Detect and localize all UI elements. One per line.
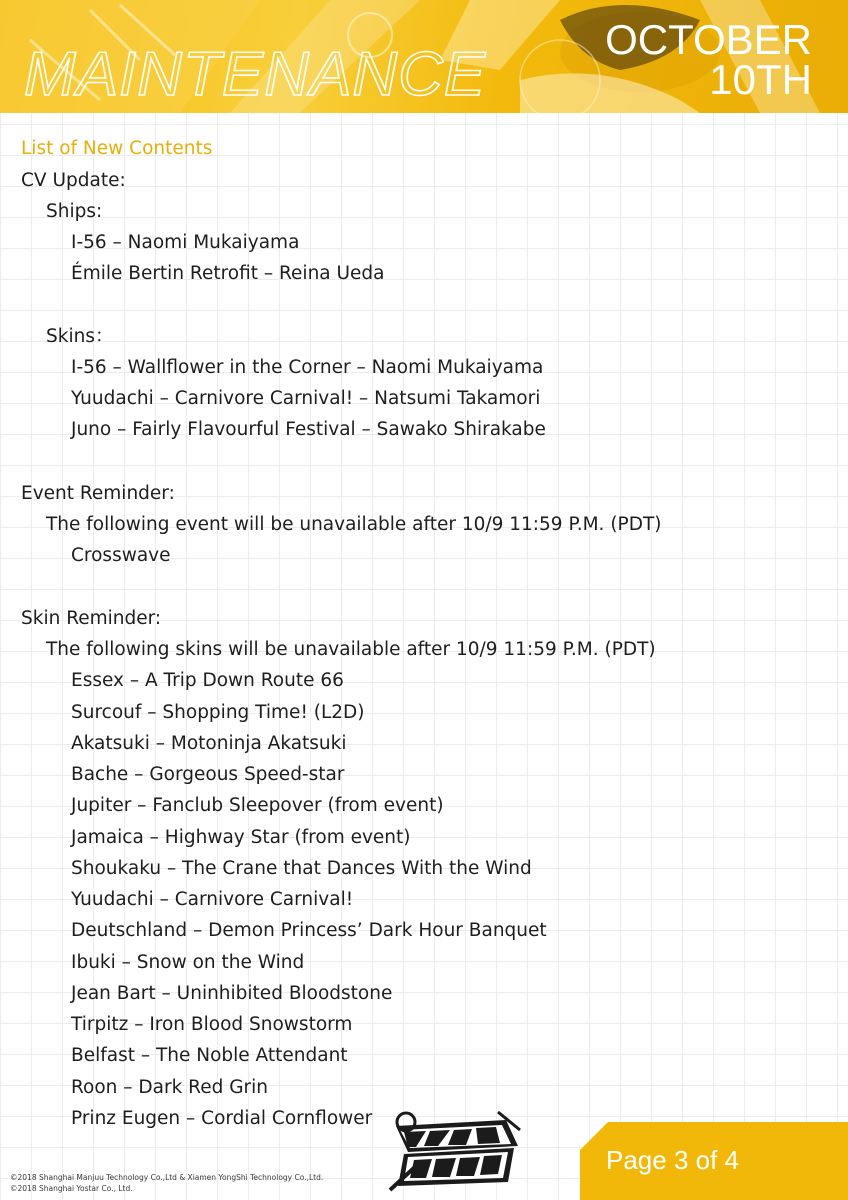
- page-indicator: Page 3 of 4: [606, 1145, 739, 1175]
- reminder-skin-item: Prinz Eugen – Cordial Cornflower: [71, 1108, 373, 1129]
- event-heading: Event Reminder:: [21, 483, 175, 504]
- date-day: 10TH: [709, 56, 812, 103]
- reminder-skin-item: Belfast – The Noble Attendant: [71, 1045, 348, 1066]
- skin-reminder-note: The following skins will be unavailable after 10/9 11:59 P.M. (PDT): [46, 639, 656, 660]
- reminder-skin-item: Yuudachi – Carnivore Carnival!: [71, 889, 354, 910]
- skin-reminder-heading: Skin Reminder:: [21, 608, 162, 629]
- reminder-skin-item: Bache – Gorgeous Speed-star: [71, 764, 345, 785]
- date-month: OCTOBER: [605, 16, 812, 63]
- copyright-line: ©2018 Shanghai Manjuu Technology Co.,Ltd & Xiamen YongShi Technology Co.,Ltd.: [10, 1173, 324, 1182]
- cv-heading: CV Update:: [21, 170, 126, 191]
- header-banner: [0, 0, 848, 113]
- skin-item: Juno – Fairly Flavourful Festival – Sawako Shirakabe: [71, 419, 546, 440]
- reminder-skin-item: Roon – Dark Red Grin: [71, 1077, 269, 1098]
- section-title: List of New Contents: [21, 138, 213, 159]
- ship-item: Émile Bertin Retrofit – Reina Ueda: [71, 263, 385, 284]
- reminder-skin-item: Shoukaku – The Crane that Dances With the Wind: [71, 858, 532, 879]
- reminder-skin-item: Surcouf – Shopping Time! (L2D): [71, 702, 365, 723]
- copyright: [10, 1172, 323, 1194]
- skins-heading: Skins：: [46, 326, 114, 347]
- reminder-skin-item: Akatsuki – Motoninja Akatsuki: [71, 733, 347, 754]
- maintenance-date: [605, 16, 812, 103]
- reminder-skin-item: Jamaica – Highway Star (from event): [71, 827, 411, 848]
- reminder-skin-item: Jean Bart – Uninhibited Bloodstone: [71, 983, 393, 1004]
- ships-heading: Ships:: [46, 201, 103, 222]
- reminder-skin-item: Deutschland – Demon Princess’ Dark Hour Banquet: [71, 920, 547, 941]
- skin-item: I-56 – Wallflower in the Corner – Naomi Mukaiyama: [71, 357, 544, 378]
- event-note: The following event will be unavailable after 10/9 11:59 P.M. (PDT): [46, 514, 662, 535]
- reminder-skin-item: Essex – A Trip Down Route 66: [71, 670, 344, 691]
- azur-lane-logo: [386, 1106, 526, 1196]
- reminder-skin-item: Tirpitz – Iron Blood Snowstorm: [71, 1014, 353, 1035]
- skin-item: Yuudachi – Carnivore Carnival! – Natsumi Takamori: [71, 388, 541, 409]
- ship-item: I-56 – Naomi Mukaiyama: [71, 232, 300, 253]
- event-item: Crosswave: [71, 545, 171, 566]
- reminder-skin-item: Jupiter – Fanclub Sleepover (from event): [71, 795, 444, 816]
- reminder-skin-item: Ibuki – Snow on the Wind: [71, 952, 305, 973]
- copyright-line: ©2018 Shanghai Yostar Co., Ltd.: [10, 1184, 133, 1193]
- maintenance-title: MAINTENANCE: [24, 40, 487, 109]
